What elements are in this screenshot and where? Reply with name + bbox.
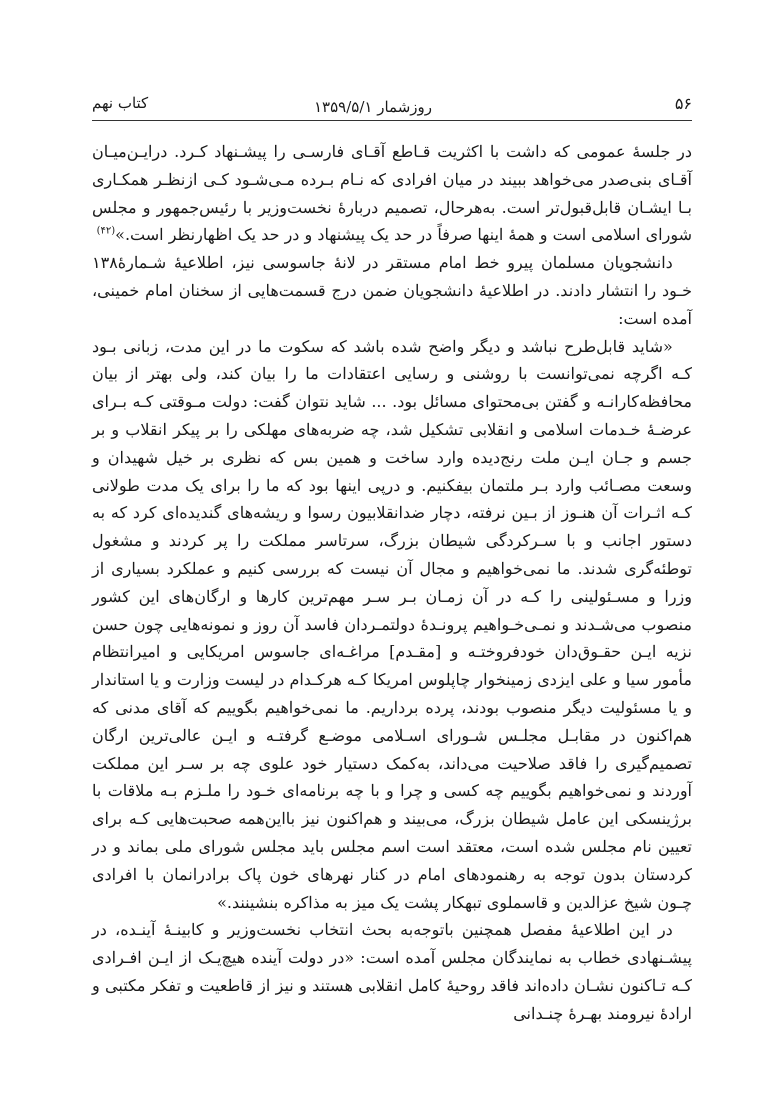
body-text	[92, 138, 692, 1028]
book-title: کتاب نهم	[92, 94, 149, 112]
running-title: روزشمار ۱۳۵۹/۵/۱	[313, 98, 432, 116]
footnote-ref: (۴۲)	[96, 226, 116, 238]
paragraph-4: در این اطلاعیهٔ مفصل همچنین باتوجه‌به بحث انتخاب نخست‌وزیر و کابینـهٔ آینـده، در پیشـنهادی خطاب به نمایندگان مجلس آمده است: «در دولت آینده هیچ‌یـک از ایـن افـرادی کـه تـاکنون نشـان داده‌اند فاقد روحیهٔ کامل انقلابی هستند و نیز از قاطعیت و تفکر مکتبی و ارادهٔ نیرومند بهـرهٔ چنـدانی	[92, 920, 692, 1023]
quoted-statement: «شاید قابل‌طرح نباشد و دیگر واضح شده باشد که سکوت ما در این مدت، زبانی بـود کـه اگرچه نمی‌توانست با روشنی و رسایی اعتقادات ما را بیان کند، ولی بهتر از بیان محافظه‌کارانـه و گفتن بی‌محتوای مسائل بود. ... شاید نتوان گفت: دولت مـوقتی کـه بـرای عرضـهٔ خـدمات اسلامی و انقلابی تشکیل شد، چه ضربه‌های مهلکی را بر پیکر انقلاب و بر جسم و جـان ایـن ملت رنج‌دیده وارد ساخت و همین بس که نظری بر خیل شهیدان و وسعت مصـائب وارد بـر ملتمان بیفکنیم. و درپی اینها بود که ما را برای یک مدت طولانی کـه اثـرات آن هنـوز از بـین نرفته، دچار ضدانقلابیون رسوا و ریشه‌های گندیده‌ای کرد که به دستور اجانب و با سـرکردگی شیطان بزرگ، سرتاسر مملکت را پر کردند و مشغول توطئه‌گری شدند. ما نمی‌خواهیم و مجال آن نیست که بررسی کنیم و عملکرد بسیاری از وزرا و مسـئولینی را کـه در آن زمـان بـر سـر مهم‌ترین کارها و ارگان‌های این کشور منصوب می‌شـدند و نمـی‌خـواهیم پرونـدهٔ دولتمـردان فاسد آن روز و نمونه‌هایی چون حسن نزیه ایـن حقـوق‌دان خودفروختـه و [مقـدم] مراغـه‌ای جاسوس امریکایی و امیرانتظام مأمور سیا و علی ایزدی زمینخوار چاپلوس امریکا کـه هرکـدام در لیست وزارت و یا استاندار و یا مسئولیت دیگر منصوب بودند، پرده برداریم. ما نمی‌خواهیم بگوییم که آقای مدنی که هم‌اکنون در مقابـل مجلـس شـورای اسـلامی موضـع گرفتـه و ایـن عالی‌ترین ارگان تصمیم‌گیری را فاقد صلاحیت می‌داند، به‌کمک دستیار خود علوی چه بر سـر این مملکت آوردند و نمی‌خواهیم بگوییم چه کسی و چرا و با چه برنامه‌ای خـود را ملـزم بـه ملاقات با برژینسکی این عامل شیطان بزرگ، می‌بیند و هم‌اکنون نیز بااین‌همه صحبت‌هایی کـه برای تعیین نام مجلس شده است، معتقد است اسم مجلس باید مجلس شورای ملی بماند و در کردستان بدون توجه به رهنمودهای امام در کنار نهرهای خون پاک برادرانمان با افرادی چـون شیخ عزالدین و قاسملوی تبهکار پشت یک میز به مذاکره بنشینند.»	[92, 336, 693, 912]
header-rule	[92, 120, 692, 121]
paragraph-1: در جلسهٔ عمومی که داشت با اکثریت قـاطع آقـای فارسـی را پیشـنهاد کـرد. درایـن‌میـان آقـای بنی‌صدر می‌خواهد ببیند در میان افرادی که نـام بـرده مـی‌شـود کـی ازنظـر همکـاری بـا ایشـان قابل‌قبول‌تر است. به‌هرحال، تصمیم دربارهٔ نخست‌وزیر با رئیس‌جمهور و مجلس شورای اسلامی است و همهٔ اینها صرفاً در حد یک پیشنهاد و در حد یک اظهارنظر است.»$^{(۴۲)}$	[92, 142, 693, 245]
page-header	[92, 94, 692, 120]
page-number: ۵۶	[674, 94, 692, 113]
paragraph-2: دانشجویان مسلمان پیرو خط امام مستقر در لانهٔ جاسوسی نیز، اطلاعیهٔ شـمارهٔ۱۳۸ خـود را انتشار دادند. در اطلاعیهٔ دانشجویان ضمن درج قسمت‌هایی از سخنان امام خمینی، آمده است:	[92, 253, 692, 328]
